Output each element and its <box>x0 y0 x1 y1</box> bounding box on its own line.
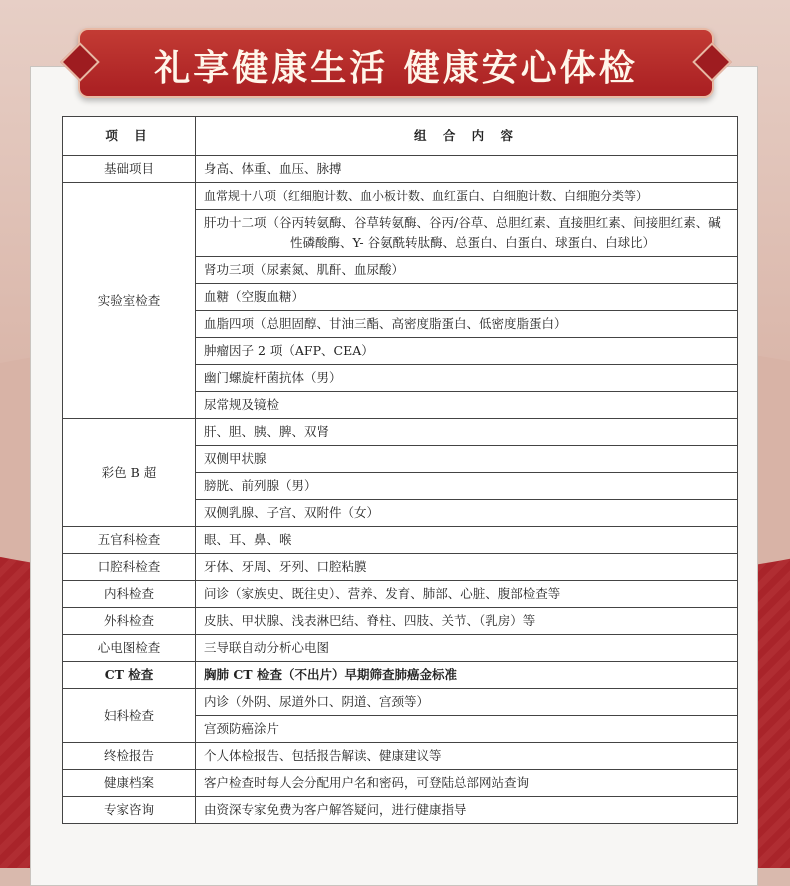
category-cell: 基础项目 <box>63 156 196 183</box>
category-cell: 外科检查 <box>63 608 196 635</box>
content-cell: 肾功三项（尿素氮、肌酐、血尿酸） <box>196 257 738 284</box>
title-banner <box>78 28 714 98</box>
content-cell: 身高、体重、血压、脉搏 <box>196 156 738 183</box>
content-cell: 双侧甲状腺 <box>196 446 738 473</box>
table-row <box>63 743 738 770</box>
category-cell: 彩色 B 超 <box>63 419 196 527</box>
content-cell: 膀胱、前列腺（男） <box>196 473 738 500</box>
table-row <box>63 581 738 608</box>
content-cell: 牙体、牙周、牙列、口腔粘膜 <box>196 554 738 581</box>
content-cell: 皮肤、甲状腺、浅表淋巴结、脊柱、四肢、关节、（乳房）等 <box>196 608 738 635</box>
content-cell: 血糖（空腹血糖） <box>196 284 738 311</box>
content-cell: 血常规十八项（红细胞计数、血小板计数、血红蛋白、白细胞计数、白细胞分类等） <box>196 183 738 210</box>
category-cell: 专家咨询 <box>63 797 196 824</box>
content-cell: 三导联自动分析心电图 <box>196 635 738 662</box>
content-cell: 个人体检报告、包括报告解读、健康建议等 <box>196 743 738 770</box>
content-cell: 宫颈防癌涂片 <box>196 716 738 743</box>
category-cell: 妇科检查 <box>63 689 196 743</box>
table-row <box>63 608 738 635</box>
banner-title: 礼享健康生活 健康安心体检 <box>154 48 638 89</box>
content-cell: 血脂四项（总胆固醇、甘油三酯、高密度脂蛋白、低密度脂蛋白） <box>196 311 738 338</box>
content-cell: 问诊（家族史、既往史）、营养、发育、肺部、心脏、腹部检查等 <box>196 581 738 608</box>
content-cell: 肝、胆、胰、脾、双肾 <box>196 419 738 446</box>
highlight-content-cell: 胸肺 CT 检查（不出片）早期筛查肺癌金标准 <box>196 662 738 689</box>
category-cell: 内科检查 <box>63 581 196 608</box>
content-cell: 由资深专家免费为客户解答疑问，进行健康指导 <box>196 797 738 824</box>
table-row <box>63 554 738 581</box>
category-cell: 五官科检查 <box>63 527 196 554</box>
header-content: 组 合 内 容 <box>196 117 738 156</box>
category-cell: 实验室检查 <box>63 183 196 419</box>
table-row <box>63 662 738 689</box>
table-row <box>63 689 738 716</box>
content-cell: 肝功十二项（谷丙转氨酶、谷草转氨酶、谷丙/谷草、总胆红素、直接胆红素、间接胆红素、碱性磷酸酶、Y- 谷氨酰转肽酶、总蛋白、白蛋白、球蛋白、白球比） <box>196 210 738 257</box>
exam-package-table <box>62 116 738 824</box>
category-cell: 终检报告 <box>63 743 196 770</box>
content-cell: 眼、耳、鼻、喉 <box>196 527 738 554</box>
content-cell: 尿常规及镜检 <box>196 392 738 419</box>
content-cell: 客户检查时每人会分配用户名和密码，可登陆总部网站查询 <box>196 770 738 797</box>
table-row <box>63 527 738 554</box>
table-row <box>63 183 738 210</box>
content-cell: 肿瘤因子 2 项（AFP、CEA） <box>196 338 738 365</box>
table-row <box>63 797 738 824</box>
table-row <box>63 770 738 797</box>
content-cell: 内诊（外阴、尿道外口、阴道、宫颈等） <box>196 689 738 716</box>
table-row <box>63 156 738 183</box>
category-cell: 心电图检查 <box>63 635 196 662</box>
header-item: 项 目 <box>63 117 196 156</box>
content-cell: 幽门螺旋杆菌抗体（男） <box>196 365 738 392</box>
category-cell: 健康档案 <box>63 770 196 797</box>
table-row <box>63 635 738 662</box>
category-cell: CT 检查 <box>63 662 196 689</box>
table-row <box>63 419 738 446</box>
table-header-row <box>63 117 738 156</box>
category-cell: 口腔科检查 <box>63 554 196 581</box>
content-cell: 双侧乳腺、子宫、双附件（女） <box>196 500 738 527</box>
